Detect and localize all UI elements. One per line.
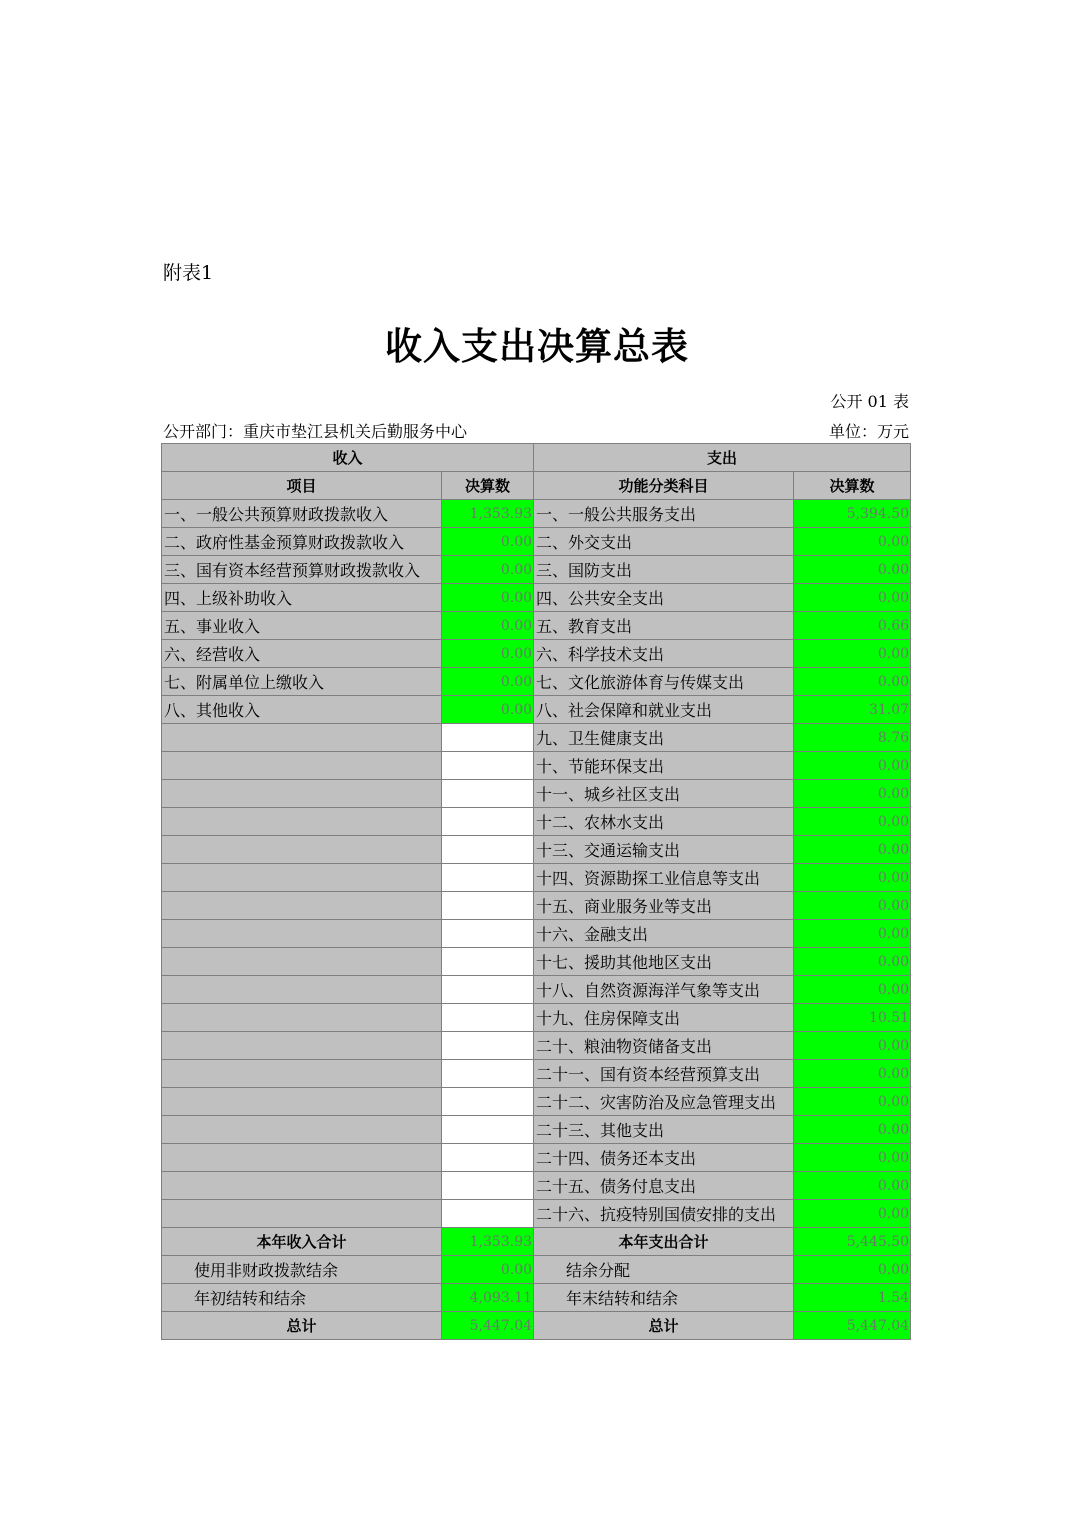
- table-row: [162, 528, 911, 556]
- income-value: [442, 724, 534, 752]
- income-value: 0.00: [442, 584, 534, 612]
- table-row: [162, 892, 911, 920]
- expense-value: 0.00: [794, 528, 911, 556]
- table-row: [162, 1116, 911, 1144]
- year-income-label: 本年收入合计: [162, 1228, 442, 1256]
- form-number: 公开 01 表: [830, 392, 909, 411]
- end-balance-label: 年末结转和结余: [534, 1284, 794, 1312]
- table-row: [162, 976, 911, 1004]
- expense-value: 0.00: [794, 1060, 911, 1088]
- expense-item: 十九、住房保障支出: [534, 1004, 794, 1032]
- expense-item: 十二、农林水支出: [534, 808, 794, 836]
- expense-value: 0.00: [794, 640, 911, 668]
- surplus-distribution-value: 0.00: [794, 1256, 911, 1284]
- expense-value: 0.00: [794, 780, 911, 808]
- expense-item: 十、节能环保支出: [534, 752, 794, 780]
- income-item: [162, 1004, 442, 1032]
- table-row: [162, 920, 911, 948]
- expense-item: 九、卫生健康支出: [534, 724, 794, 752]
- expense-value: 0.00: [794, 1172, 911, 1200]
- year-expense-label: 本年支出合计: [534, 1228, 794, 1256]
- table-row: [162, 640, 911, 668]
- year-income-value: 1,353.93: [442, 1228, 534, 1256]
- expense-value: 0.00: [794, 752, 911, 780]
- department-label: 公开部门：重庆市垫江县机关后勤服务中心: [163, 422, 468, 441]
- income-item: 五、事业收入: [162, 612, 442, 640]
- income-item: [162, 948, 442, 976]
- amount-header-2: 决算数: [794, 472, 911, 500]
- income-item: [162, 836, 442, 864]
- table-row: [162, 752, 911, 780]
- table-row: [162, 556, 911, 584]
- table-row: [162, 500, 911, 528]
- total-income-label: 总计: [162, 1312, 442, 1340]
- table-row: [162, 724, 911, 752]
- income-item: 一、一般公共预算财政拨款收入: [162, 500, 442, 528]
- total-expense-value: 5,447.04: [794, 1312, 911, 1340]
- expense-value: 8.76: [794, 724, 911, 752]
- expense-item: 十三、交通运输支出: [534, 836, 794, 864]
- expense-item: 二十四、债务还本支出: [534, 1144, 794, 1172]
- table-row: [162, 948, 911, 976]
- expense-item: 十六、金融支出: [534, 920, 794, 948]
- income-header: 收入: [162, 444, 534, 472]
- income-value: [442, 836, 534, 864]
- expense-value: 0.00: [794, 808, 911, 836]
- table-row: [162, 668, 911, 696]
- function-item-header: 功能分类科目: [534, 472, 794, 500]
- income-item: 二、政府性基金预算财政拨款收入: [162, 528, 442, 556]
- income-item: 三、国有资本经营预算财政拨款收入: [162, 556, 442, 584]
- expense-item: 六、科学技术支出: [534, 640, 794, 668]
- income-value: [442, 892, 534, 920]
- income-value: [442, 808, 534, 836]
- total-income-value: 5,447.04: [442, 1312, 534, 1340]
- expense-value: 0.00: [794, 864, 911, 892]
- expense-item: 八、社会保障和就业支出: [534, 696, 794, 724]
- income-item: [162, 892, 442, 920]
- table-row: [162, 1144, 911, 1172]
- income-item: 八、其他收入: [162, 696, 442, 724]
- expense-value: 0.00: [794, 556, 911, 584]
- expense-header: 支出: [534, 444, 911, 472]
- income-value: [442, 948, 534, 976]
- income-value: [442, 780, 534, 808]
- income-value: [442, 1004, 534, 1032]
- income-value: [442, 1144, 534, 1172]
- table-row: [162, 1060, 911, 1088]
- nonfiscal-surplus-label: 使用非财政拨款结余: [162, 1256, 442, 1284]
- income-item: [162, 920, 442, 948]
- begin-balance-value: 4,093.11: [442, 1284, 534, 1312]
- expense-item: 十七、援助其他地区支出: [534, 948, 794, 976]
- item-header: 项目: [162, 472, 442, 500]
- begin-balance-label: 年初结转和结余: [162, 1284, 442, 1312]
- attachment-label: 附表1: [163, 262, 214, 284]
- income-value: 0.00: [442, 612, 534, 640]
- income-item: [162, 1088, 442, 1116]
- income-value: 0.00: [442, 556, 534, 584]
- income-item: [162, 1172, 442, 1200]
- expense-item: 十一、城乡社区支出: [534, 780, 794, 808]
- expense-value: 0.00: [794, 836, 911, 864]
- income-item: [162, 1144, 442, 1172]
- end-balance-value: 1.54: [794, 1284, 911, 1312]
- income-value: 0.00: [442, 528, 534, 556]
- income-item: 六、经营收入: [162, 640, 442, 668]
- expense-value: 0.00: [794, 668, 911, 696]
- income-value: [442, 1200, 534, 1228]
- table-row: [162, 1088, 911, 1116]
- expense-value: 0.00: [794, 1144, 911, 1172]
- expense-item: 三、国防支出: [534, 556, 794, 584]
- page-title: 收入支出决算总表: [385, 325, 689, 368]
- table-row: [162, 1200, 911, 1228]
- income-item: [162, 808, 442, 836]
- income-item: [162, 1060, 442, 1088]
- expense-value: 0.00: [794, 1088, 911, 1116]
- income-value: [442, 920, 534, 948]
- expense-value: 0.00: [794, 976, 911, 1004]
- table-row: [162, 612, 911, 640]
- table-row: [162, 780, 911, 808]
- year-expense-value: 5,445.50: [794, 1228, 911, 1256]
- expense-value: 0.66: [794, 612, 911, 640]
- expense-item: 二十五、债务付息支出: [534, 1172, 794, 1200]
- expense-item: 二十一、国有资本经营预算支出: [534, 1060, 794, 1088]
- income-value: [442, 1172, 534, 1200]
- expense-item: 十五、商业服务业等支出: [534, 892, 794, 920]
- income-item: [162, 752, 442, 780]
- expense-item: 二十、粮油物资储备支出: [534, 1032, 794, 1060]
- income-value: 0.00: [442, 696, 534, 724]
- income-value: [442, 752, 534, 780]
- table-row: [162, 584, 911, 612]
- nonfiscal-surplus-value: 0.00: [442, 1256, 534, 1284]
- expense-item: 二、外交支出: [534, 528, 794, 556]
- income-value: [442, 1088, 534, 1116]
- income-item: 四、上级补助收入: [162, 584, 442, 612]
- expense-value: 0.00: [794, 892, 911, 920]
- table-row: [162, 1032, 911, 1060]
- expense-value: 0.00: [794, 948, 911, 976]
- income-value: [442, 976, 534, 1004]
- total-expense-label: 总计: [534, 1312, 794, 1340]
- expense-value: 0.00: [794, 1032, 911, 1060]
- income-item: [162, 1116, 442, 1144]
- expense-value: 0.00: [794, 920, 911, 948]
- expense-value: 0.00: [794, 1200, 911, 1228]
- expense-item: 二十二、灾害防治及应急管理支出: [534, 1088, 794, 1116]
- income-value: [442, 1116, 534, 1144]
- expense-value: 31.07: [794, 696, 911, 724]
- expense-item: 七、文化旅游体育与传媒支出: [534, 668, 794, 696]
- income-value: [442, 1060, 534, 1088]
- expense-value: 10.51: [794, 1004, 911, 1032]
- income-value: [442, 1032, 534, 1060]
- expense-item: 五、教育支出: [534, 612, 794, 640]
- income-item: [162, 976, 442, 1004]
- expense-item: 一、一般公共服务支出: [534, 500, 794, 528]
- income-value: 0.00: [442, 640, 534, 668]
- table-row: [162, 808, 911, 836]
- expense-item: 四、公共安全支出: [534, 584, 794, 612]
- income-value: [442, 864, 534, 892]
- income-item: [162, 1200, 442, 1228]
- income-value: 1,353.93: [442, 500, 534, 528]
- table-row: [162, 1172, 911, 1200]
- income-item: [162, 780, 442, 808]
- table-row: [162, 836, 911, 864]
- expense-value: 0.00: [794, 584, 911, 612]
- expense-value: 0.00: [794, 1116, 911, 1144]
- table-row: [162, 864, 911, 892]
- expense-item: 二十六、抗疫特别国债安排的支出: [534, 1200, 794, 1228]
- expense-item: 十四、资源勘探工业信息等支出: [534, 864, 794, 892]
- expense-value: 5,394.50: [794, 500, 911, 528]
- surplus-distribution-label: 结余分配: [534, 1256, 794, 1284]
- budget-table: [161, 443, 911, 1340]
- unit-label: 单位：万元: [828, 422, 909, 441]
- income-item: [162, 1032, 442, 1060]
- amount-header: 决算数: [442, 472, 534, 500]
- income-item: [162, 864, 442, 892]
- income-item: 七、附属单位上缴收入: [162, 668, 442, 696]
- table-row: [162, 1004, 911, 1032]
- income-item: [162, 724, 442, 752]
- table-row: [162, 696, 911, 724]
- income-value: 0.00: [442, 668, 534, 696]
- expense-item: 十八、自然资源海洋气象等支出: [534, 976, 794, 1004]
- expense-item: 二十三、其他支出: [534, 1116, 794, 1144]
